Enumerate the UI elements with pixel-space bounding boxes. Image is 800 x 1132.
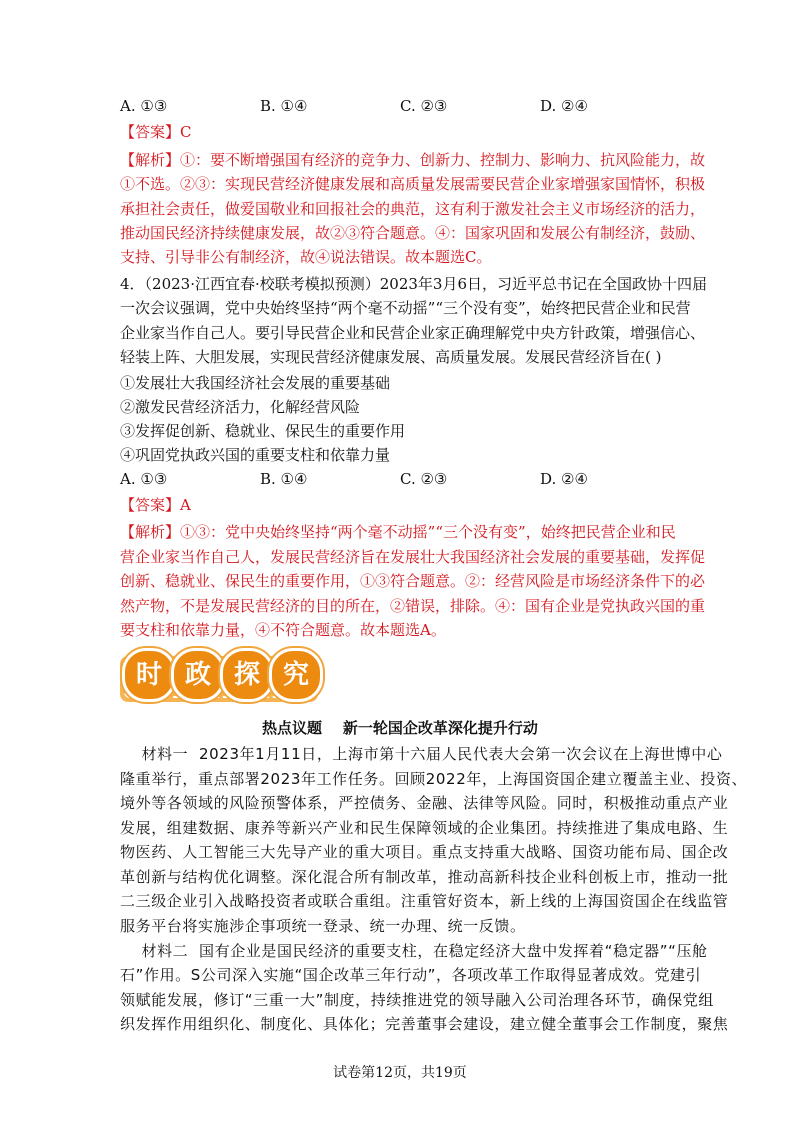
q4-statement: ③发挥促创新、稳就业、保民生的重要作用 xyxy=(120,422,406,440)
q3-option-d: D. ②④ xyxy=(540,97,588,115)
q4-analysis-line: 【解析】①③：党中央始终坚持“两个毫不动摇”“三个没有变”，始终把民营企业和民 xyxy=(120,523,676,541)
q4-statement: ②激发民营经济活力，化解经营风险 xyxy=(120,398,361,416)
q4-analysis-line: 营企业家当作自己人，发展民营经济旨在发展壮大我国经济社会发展的重要基础，发挥促 xyxy=(120,548,706,566)
q3-analysis-label: 【解析】 xyxy=(120,151,181,169)
q4-option-a: A. ①③ xyxy=(120,470,168,488)
q4-answer-value: A xyxy=(180,496,191,514)
q4-analysis-line: 要支柱和依靠力量，④不符合题意。故本题选A。 xyxy=(120,621,446,639)
q3-option-a: A. ①③ xyxy=(120,97,168,115)
q4-answer-label: 【答案】 xyxy=(120,496,181,514)
q3-analysis-line: ①不选。②③：实现民营经济健康发展和高质量发展需要民营企业家增强家国情怀，积极 xyxy=(120,175,706,193)
q3-analysis-line: 支持、引导非公有制经济，故④说法错误。故本题选C。 xyxy=(120,248,492,266)
material1-line: 境外等各领域的风险预警体系，严控债务、金融、法律等风险。同时，积极推动重点产业 xyxy=(120,794,729,812)
q4-stem-line: 4．（2023·江西宜春·校联考模拟预测）2023年3月6日，习近平总书记在全国政协十四届 xyxy=(120,275,708,293)
section-banner xyxy=(120,648,318,708)
material2-line: 领赋能发展，修订“三重一大”制度，持续推进党的领导融入公司治理各环节，确保党组 xyxy=(120,991,714,1009)
q3-analysis-line: 【解析】①：要不断增强国有经济的竞争力、创新力、控制力、影响力、抗风险能力，故 xyxy=(120,151,706,169)
q4-analysis-line: 创新、稳就业、保民生的重要作用，①③符合题意。②：经营风险是市场经济条件下的必 xyxy=(120,572,706,590)
material2-line: 材料二 国有企业是国民经济的重要支柱，在稳定经济大盘中发挥着“稳定器”“压舱 xyxy=(120,942,708,960)
q3-option-c: C. ②③ xyxy=(400,97,448,115)
q4-analysis-line: 然产物，不是发展民营经济的目的所在，②错误，排除。④：国有企业是党执政兴国的重 xyxy=(120,597,706,615)
q4-stem-line: 企业家当作自己人。要引导民营企业和民营企业家正确理解党中央方针政策，增强信心、 xyxy=(120,324,706,342)
q3-answer xyxy=(120,122,690,142)
q4-option-b: B. ①④ xyxy=(260,470,308,488)
banner-char: 探 xyxy=(220,648,274,702)
topic-title: 热点议题 新一轮国企改革深化提升行动 xyxy=(262,719,538,737)
material1-line: 材料一 2023年1月11日，上海市第十六届人民代表大会第一次会议在上海世博中心 xyxy=(120,745,723,763)
q4-stem-line: 一次会议强调，党中央始终坚持“两个毫不动摇”“三个没有变”，始终把民营企业和民营 xyxy=(120,299,691,317)
q4-option-c: C. ②③ xyxy=(400,470,448,488)
material1-line: 隆重举行，重点部署2023年工作任务。回顾2022年，上海国资国企建立覆盖主业、投资、 xyxy=(120,770,748,788)
q4-analysis-label: 【解析】 xyxy=(120,523,181,541)
q4-option-d: D. ②④ xyxy=(540,470,588,488)
banner-char: 政 xyxy=(171,648,225,702)
q3-answer-label: 【答案】 xyxy=(120,123,181,141)
material2-line: 织发挥作用组织化、制度化、具体化；完善董事会建设，建立健全董事会工作制度，聚焦 xyxy=(120,1015,729,1033)
material1-line: 革创新与结构优化调整。深化混合所有制改革，推动高新科技企业科创板上市，推动一批 xyxy=(120,868,729,886)
material1-line: 发展，组建数据、康养等新兴产业和民生保障领域的企业集团。持续推进了集成电路、生 xyxy=(120,819,729,837)
material1-line: 二三级企业引入战略投资者或联合重组。注重管好资本，新上线的上海国资国企在线监管 xyxy=(120,892,729,910)
q4-answer xyxy=(120,495,690,515)
material2-line: 石”作用。S公司深入实施“国企改革三年行动”，各项改革工作取得显著成效。党建引 xyxy=(120,966,702,984)
material1-line: 服务平台将实施涉企事项统一登录、统一办理、统一反馈。 xyxy=(120,917,526,935)
q4-stem-line: 轻装上阵、大胆发展，实现民营经济健康发展、高质量发展。发展民营经济旨在( ) xyxy=(120,348,662,366)
banner-char: 时 xyxy=(122,648,176,702)
q3-analysis-line: 推动国民经济持续健康发展，故②③符合题意。④：国家巩固和发展公有制经济，鼓励、 xyxy=(120,224,706,242)
q4-statement: ①发展壮大我国经济社会发展的重要基础 xyxy=(120,374,391,392)
q3-analysis-line: 承担社会责任，做爱国敬业和回报社会的典范，这有利于激发社会主义市场经济的活力， xyxy=(120,200,706,218)
material1-line: 物医药、人工智能三大先导产业的重大项目。重点支持重大战略、国资功能布局、国企改 xyxy=(120,843,729,861)
q3-answer-value: C xyxy=(180,123,192,141)
q4-statement: ④巩固党执政兴国的重要支柱和依靠力量 xyxy=(120,446,391,464)
q3-option-b: B. ①④ xyxy=(260,97,308,115)
banner-char: 究 xyxy=(269,648,323,702)
page-footer: 试卷第12页，共19页 xyxy=(333,1065,467,1081)
